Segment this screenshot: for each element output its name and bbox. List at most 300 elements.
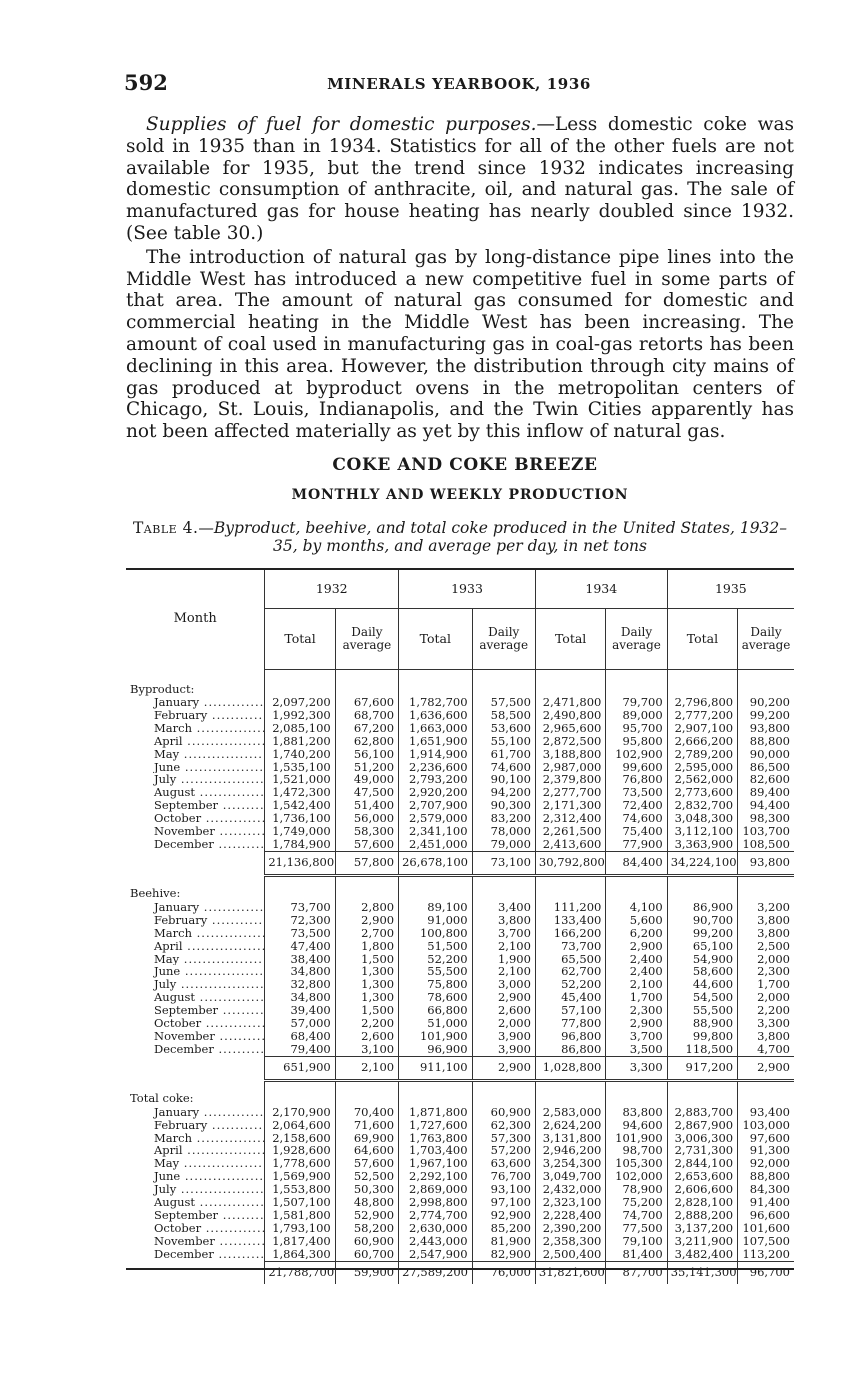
section-title: COKE AND COKE BREEZE	[332, 455, 598, 475]
group-total-value: 30,792,800	[535, 851, 605, 875]
total-value: 2,844,100	[667, 1157, 737, 1170]
daily-average-value: 48,800	[335, 1196, 398, 1209]
month-label: December .....	[126, 1043, 265, 1056]
table-row	[126, 901, 794, 914]
empty-cell	[265, 1092, 335, 1106]
daily-average-value: 88,800	[738, 735, 794, 748]
paragraph-2: The introduction of natural gas by long-distance pipe lines into the Middle West has introduced a new competitive fuel in some parts of that area. The amount of natural gas consumed for domestic and commercial heating in the Middle West has been increasing. The amount of coal used in manufacturing gas in coal-gas retorts has been declining in this area. However, the distribution through city mains of gas produced at byproduct ovens in the metropolitan centers of Chicago, St. Louis, Indianapolis, and the Twin Cities apparently has not been affected materially as yet by this inflow of natural gas.	[126, 246, 794, 443]
daily-average-value: 75,400	[606, 825, 667, 838]
total-value: 1,793,100	[265, 1222, 335, 1235]
total-value: 2,341,100	[399, 825, 472, 838]
daily-average-value: 63,600	[472, 1157, 535, 1170]
total-value: 79,400	[265, 1043, 335, 1056]
group-daily-average-value: 59,900	[335, 1261, 398, 1284]
total-value: 2,158,600	[265, 1132, 335, 1145]
daily-average-value: 57,200	[472, 1144, 535, 1157]
group-daily-average-value: 84,400	[606, 851, 667, 875]
page-header	[124, 70, 794, 100]
total-value: 3,188,800	[535, 748, 605, 761]
daily-average-value: 98,300	[738, 812, 794, 825]
group-total-value: 26,678,100	[399, 851, 472, 875]
group-label: Byproduct:	[130, 682, 195, 696]
daily-average-column-header	[335, 609, 398, 670]
group-daily-average-value: 3,300	[606, 1056, 667, 1080]
daily-average-value: 2,200	[738, 1004, 794, 1017]
total-value: 2,998,800	[399, 1196, 472, 1209]
total-value: 1,992,300	[265, 709, 335, 722]
total-value: 88,900	[667, 1017, 737, 1030]
total-value: 68,400	[265, 1030, 335, 1043]
total-value: 99,200	[667, 927, 737, 940]
total-value: 86,800	[535, 1043, 605, 1056]
group-label-row	[126, 1092, 794, 1106]
total-value: 3,254,300	[535, 1157, 605, 1170]
page-number: 592	[124, 70, 168, 95]
group-total-row	[126, 1056, 794, 1080]
total-value: 73,700	[535, 940, 605, 953]
total-value: 2,358,300	[535, 1235, 605, 1248]
total-value: 45,400	[535, 991, 605, 1004]
daily-average-value: 50,300	[335, 1183, 398, 1196]
table-row	[126, 1017, 794, 1030]
table-row	[126, 914, 794, 927]
daily-average-value: 1,300	[335, 978, 398, 991]
separator-cell	[606, 1080, 667, 1092]
month-column-header: Month	[126, 569, 265, 670]
separator-cell	[335, 1080, 398, 1092]
total-value: 2,965,600	[535, 722, 605, 735]
total-value: 1,871,800	[399, 1106, 472, 1119]
daily-header-line-2: average	[612, 638, 661, 652]
year-header: 1935	[667, 569, 794, 609]
group-daily-average-value: 87,700	[606, 1261, 667, 1284]
group-total-value: 917,200	[667, 1056, 737, 1080]
daily-average-value: 105,300	[606, 1157, 667, 1170]
total-value: 2,547,900	[399, 1248, 472, 1261]
total-value: 3,211,900	[667, 1235, 737, 1248]
group-total-value: 27,589,200	[399, 1261, 472, 1284]
daily-average-value: 69,900	[335, 1132, 398, 1145]
daily-average-value: 3,900	[472, 1030, 535, 1043]
empty-cell	[472, 682, 535, 696]
year-header: 1934	[535, 569, 667, 609]
daily-average-value: 62,800	[335, 735, 398, 748]
gap-cell	[535, 670, 605, 683]
month-label: August .....	[126, 1196, 265, 1209]
table-container	[126, 568, 794, 1284]
daily-header-line-1: Daily	[620, 625, 653, 639]
daily-average-value: 91,300	[738, 1144, 794, 1157]
total-label-spacer	[126, 1056, 265, 1080]
total-value: 2,097,200	[265, 696, 335, 709]
total-value: 44,600	[667, 978, 737, 991]
daily-average-value: 93,800	[738, 722, 794, 735]
daily-average-value: 2,100	[472, 940, 535, 953]
daily-average-value: 90,300	[472, 799, 535, 812]
daily-average-value: 2,600	[335, 1030, 398, 1043]
month-label: November .....	[126, 1235, 265, 1248]
daily-average-value: 3,800	[472, 914, 535, 927]
daily-average-value: 58,200	[335, 1222, 398, 1235]
daily-header-line-1: Daily	[750, 625, 782, 639]
group-separator-row	[126, 875, 794, 887]
separator-cell	[667, 875, 737, 887]
table-row	[126, 1043, 794, 1056]
daily-average-value: 81,900	[472, 1235, 535, 1248]
total-value: 77,800	[535, 1017, 605, 1030]
separator-cell	[126, 875, 265, 887]
daily-average-value: 108,500	[738, 838, 794, 851]
empty-cell	[738, 1092, 794, 1106]
daily-average-value: 76,700	[472, 1170, 535, 1183]
total-value: 96,900	[399, 1043, 472, 1056]
total-value: 2,471,800	[535, 696, 605, 709]
daily-average-value: 2,100	[606, 978, 667, 991]
separator-cell	[535, 1080, 605, 1092]
daily-average-value: 94,200	[472, 786, 535, 799]
group-separator-row	[126, 1080, 794, 1092]
month-label: March .....	[126, 1132, 265, 1145]
table-row	[126, 1106, 794, 1119]
total-value: 2,490,800	[535, 709, 605, 722]
separator-cell	[667, 1080, 737, 1092]
total-value: 1,553,800	[265, 1183, 335, 1196]
paragraph-lead-in: Supplies of fuel for domestic purposes.	[146, 114, 537, 135]
daily-average-value: 2,900	[472, 991, 535, 1004]
daily-header-line-1: Daily	[351, 625, 383, 639]
daily-average-value: 64,600	[335, 1144, 398, 1157]
total-value: 3,048,300	[667, 812, 737, 825]
separator-cell	[738, 875, 794, 887]
total-value: 2,789,200	[667, 748, 737, 761]
total-value: 2,888,200	[667, 1209, 737, 1222]
daily-average-value: 3,400	[472, 901, 535, 914]
total-value: 57,100	[535, 1004, 605, 1017]
separator-cell	[265, 1080, 335, 1092]
daily-average-value: 83,800	[606, 1106, 667, 1119]
daily-average-value: 60,900	[472, 1106, 535, 1119]
empty-cell	[738, 682, 794, 696]
group-daily-average-value: 93,800	[738, 851, 794, 875]
total-value: 1,569,900	[265, 1170, 335, 1183]
table-row	[126, 1119, 794, 1132]
daily-average-value: 2,000	[738, 991, 794, 1004]
separator-cell	[472, 875, 535, 887]
body-text	[126, 114, 794, 445]
daily-average-value: 2,900	[606, 1017, 667, 1030]
daily-average-value: 2,000	[472, 1017, 535, 1030]
daily-average-value: 76,800	[606, 773, 667, 786]
group-label-row	[126, 682, 794, 696]
table-row	[126, 1248, 794, 1261]
total-value: 3,049,700	[535, 1170, 605, 1183]
total-value: 1,749,000	[265, 825, 335, 838]
daily-average-value: 82,900	[472, 1248, 535, 1261]
daily-average-value: 2,500	[738, 940, 794, 953]
daily-average-value: 61,700	[472, 748, 535, 761]
total-value: 34,800	[265, 965, 335, 978]
total-value: 2,579,000	[399, 812, 472, 825]
daily-average-value: 82,600	[738, 773, 794, 786]
year-header-row	[126, 569, 794, 609]
daily-average-value: 2,200	[335, 1017, 398, 1030]
daily-average-value: 62,300	[472, 1119, 535, 1132]
month-label: November .....	[126, 825, 265, 838]
total-label-spacer	[126, 1261, 265, 1284]
daily-average-value: 85,200	[472, 1222, 535, 1235]
daily-average-value: 94,600	[606, 1119, 667, 1132]
daily-average-value: 2,100	[472, 965, 535, 978]
gap-cell	[667, 670, 737, 683]
empty-cell	[667, 887, 737, 901]
daily-average-value: 96,600	[738, 1209, 794, 1222]
total-value: 1,542,400	[265, 799, 335, 812]
total-value: 58,600	[667, 965, 737, 978]
daily-average-value: 1,300	[335, 965, 398, 978]
daily-average-value: 89,000	[606, 709, 667, 722]
separator-cell	[399, 875, 472, 887]
section-subtitle: MONTHLY AND WEEKLY PRODUCTION	[291, 487, 629, 503]
group-daily-average-value: 96,700	[738, 1261, 794, 1284]
daily-average-value: 90,200	[738, 696, 794, 709]
daily-average-value: 58,500	[472, 709, 535, 722]
table-row	[126, 927, 794, 940]
daily-average-value: 1,700	[738, 978, 794, 991]
empty-cell	[335, 1092, 398, 1106]
empty-cell	[535, 1092, 605, 1106]
total-value: 1,727,600	[399, 1119, 472, 1132]
daily-average-value: 113,200	[738, 1248, 794, 1261]
month-label: December .....	[126, 1248, 265, 1261]
year-header: 1932	[265, 569, 399, 609]
total-value: 1,636,600	[399, 709, 472, 722]
total-value: 3,006,300	[667, 1132, 737, 1145]
total-value: 3,482,400	[667, 1248, 737, 1261]
month-label: March .....	[126, 722, 265, 735]
total-value: 1,507,100	[265, 1196, 335, 1209]
table-row	[126, 722, 794, 735]
daily-average-value: 103,700	[738, 825, 794, 838]
total-value: 2,731,300	[667, 1144, 737, 1157]
daily-average-value: 89,400	[738, 786, 794, 799]
daily-average-value: 57,600	[335, 838, 398, 851]
total-value: 1,782,700	[399, 696, 472, 709]
empty-cell	[738, 887, 794, 901]
total-column-header: Total	[399, 609, 472, 670]
daily-average-value: 70,400	[335, 1106, 398, 1119]
daily-average-value: 51,200	[335, 761, 398, 774]
separator-cell	[738, 1080, 794, 1092]
total-value: 99,800	[667, 1030, 737, 1043]
table-header	[126, 569, 794, 670]
empty-cell	[265, 682, 335, 696]
total-value: 75,800	[399, 978, 472, 991]
daily-average-value: 2,400	[606, 965, 667, 978]
month-label: June .....	[126, 965, 265, 978]
daily-average-value: 99,600	[606, 761, 667, 774]
group-total-value: 35,141,300	[667, 1261, 737, 1284]
month-label: August .....	[126, 991, 265, 1004]
total-value: 2,413,600	[535, 838, 605, 851]
total-value: 78,600	[399, 991, 472, 1004]
daily-average-value: 3,100	[335, 1043, 398, 1056]
group-total-row	[126, 851, 794, 875]
group-label-row	[126, 887, 794, 901]
total-value: 54,500	[667, 991, 737, 1004]
daily-average-value: 49,000	[335, 773, 398, 786]
daily-average-value: 81,400	[606, 1248, 667, 1261]
total-value: 2,562,000	[667, 773, 737, 786]
daily-header-line-2: average	[479, 638, 529, 652]
daily-average-value: 3,300	[738, 1017, 794, 1030]
daily-average-value: 101,600	[738, 1222, 794, 1235]
total-value: 90,700	[667, 914, 737, 927]
total-value: 1,736,100	[265, 812, 335, 825]
group-daily-average-value: 76,000	[472, 1261, 535, 1284]
total-value: 55,500	[399, 965, 472, 978]
daily-average-value: 51,400	[335, 799, 398, 812]
month-label: November .....	[126, 1030, 265, 1043]
daily-average-value: 55,100	[472, 735, 535, 748]
daily-average-value: 79,700	[606, 696, 667, 709]
daily-average-value: 52,900	[335, 1209, 398, 1222]
table-body	[126, 670, 794, 1284]
total-value: 2,171,300	[535, 799, 605, 812]
daily-average-value: 97,100	[472, 1196, 535, 1209]
total-value: 1,928,600	[265, 1144, 335, 1157]
daily-average-value: 90,100	[472, 773, 535, 786]
empty-cell	[399, 682, 472, 696]
total-value: 1,535,100	[265, 761, 335, 774]
total-value: 2,432,000	[535, 1183, 605, 1196]
daily-average-value: 3,900	[472, 1043, 535, 1056]
group-daily-average-value: 73,100	[472, 851, 535, 875]
group-total-value: 34,224,100	[667, 851, 737, 875]
table-caption	[128, 519, 792, 555]
month-label: July .....	[126, 978, 265, 991]
month-label: April .....	[126, 1144, 265, 1157]
total-column-header: Total	[667, 609, 737, 670]
total-value: 2,583,000	[535, 1106, 605, 1119]
total-value: 89,100	[399, 901, 472, 914]
empty-cell	[472, 1092, 535, 1106]
daily-average-value: 102,900	[606, 748, 667, 761]
daily-average-column-header	[472, 609, 535, 670]
group-total-value: 21,788,700	[265, 1261, 335, 1284]
month-label: July .....	[126, 773, 265, 786]
total-value: 2,653,600	[667, 1170, 737, 1183]
total-value: 1,864,300	[265, 1248, 335, 1261]
total-value: 2,606,600	[667, 1183, 737, 1196]
year-header: 1933	[399, 569, 536, 609]
daily-average-value: 77,900	[606, 838, 667, 851]
daily-average-value: 90,000	[738, 748, 794, 761]
separator-cell	[335, 875, 398, 887]
daily-average-value: 60,700	[335, 1248, 398, 1261]
total-value: 1,881,200	[265, 735, 335, 748]
total-value: 2,379,800	[535, 773, 605, 786]
total-value: 2,170,900	[265, 1106, 335, 1119]
daily-average-value: 53,600	[472, 722, 535, 735]
daily-average-value: 60,900	[335, 1235, 398, 1248]
daily-average-value: 74,600	[606, 812, 667, 825]
total-value: 1,651,900	[399, 735, 472, 748]
bottom-rule	[126, 1268, 794, 1270]
daily-average-value: 2,900	[606, 940, 667, 953]
month-label: February .....	[126, 709, 265, 722]
total-value: 52,200	[535, 978, 605, 991]
daily-header-line-1: Daily	[488, 625, 520, 639]
month-label: September .....	[126, 1209, 265, 1222]
total-value: 55,500	[667, 1004, 737, 1017]
daily-average-value: 4,700	[738, 1043, 794, 1056]
total-value: 52,200	[399, 953, 472, 966]
daily-average-value: 78,900	[606, 1183, 667, 1196]
daily-average-value: 2,000	[738, 953, 794, 966]
daily-average-value: 2,600	[472, 1004, 535, 1017]
total-value: 62,700	[535, 965, 605, 978]
daily-average-value: 3,800	[738, 914, 794, 927]
daily-average-value: 83,200	[472, 812, 535, 825]
total-value: 38,400	[265, 953, 335, 966]
total-value: 51,000	[399, 1017, 472, 1030]
total-column-header: Total	[265, 609, 335, 670]
empty-cell	[399, 1092, 472, 1106]
separator-cell	[265, 875, 335, 887]
total-value: 2,451,000	[399, 838, 472, 851]
total-value: 2,907,100	[667, 722, 737, 735]
month-label: March .....	[126, 927, 265, 940]
month-label: October .....	[126, 1017, 265, 1030]
daily-average-value: 56,000	[335, 812, 398, 825]
daily-average-value: 1,300	[335, 991, 398, 1004]
daily-average-value: 95,800	[606, 735, 667, 748]
total-value: 1,581,800	[265, 1209, 335, 1222]
table-row	[126, 1235, 794, 1248]
total-value: 133,400	[535, 914, 605, 927]
total-value: 1,472,300	[265, 786, 335, 799]
total-value: 2,920,200	[399, 786, 472, 799]
daily-average-value: 92,900	[472, 1209, 535, 1222]
month-label: January .....	[126, 1106, 265, 1119]
month-label: February .....	[126, 1119, 265, 1132]
total-value: 2,064,600	[265, 1119, 335, 1132]
total-value: 2,595,000	[667, 761, 737, 774]
month-label: February .....	[126, 914, 265, 927]
group-total-value: 651,900	[265, 1056, 335, 1080]
daily-average-value: 57,600	[335, 1157, 398, 1170]
total-value: 34,800	[265, 991, 335, 1004]
total-value: 100,800	[399, 927, 472, 940]
month-label: April .....	[126, 940, 265, 953]
daily-average-value: 3,000	[472, 978, 535, 991]
total-value: 2,832,700	[667, 799, 737, 812]
running-head: MINERALS YEARBOOK, 1936	[327, 75, 591, 93]
daily-average-value: 3,700	[472, 927, 535, 940]
empty-cell	[535, 682, 605, 696]
total-value: 1,784,900	[265, 838, 335, 851]
daily-average-value: 58,300	[335, 825, 398, 838]
total-value: 72,300	[265, 914, 335, 927]
month-label: September .....	[126, 799, 265, 812]
empty-cell	[606, 682, 667, 696]
daily-average-value: 92,000	[738, 1157, 794, 1170]
total-value: 2,666,200	[667, 735, 737, 748]
daily-average-value: 67,200	[335, 722, 398, 735]
table-row	[126, 838, 794, 851]
table-caption-text: —Byproduct, beehive, and total coke produced in the United States, 1932–35, by months, and average per day, in net tons	[198, 519, 788, 555]
total-value: 2,793,200	[399, 773, 472, 786]
